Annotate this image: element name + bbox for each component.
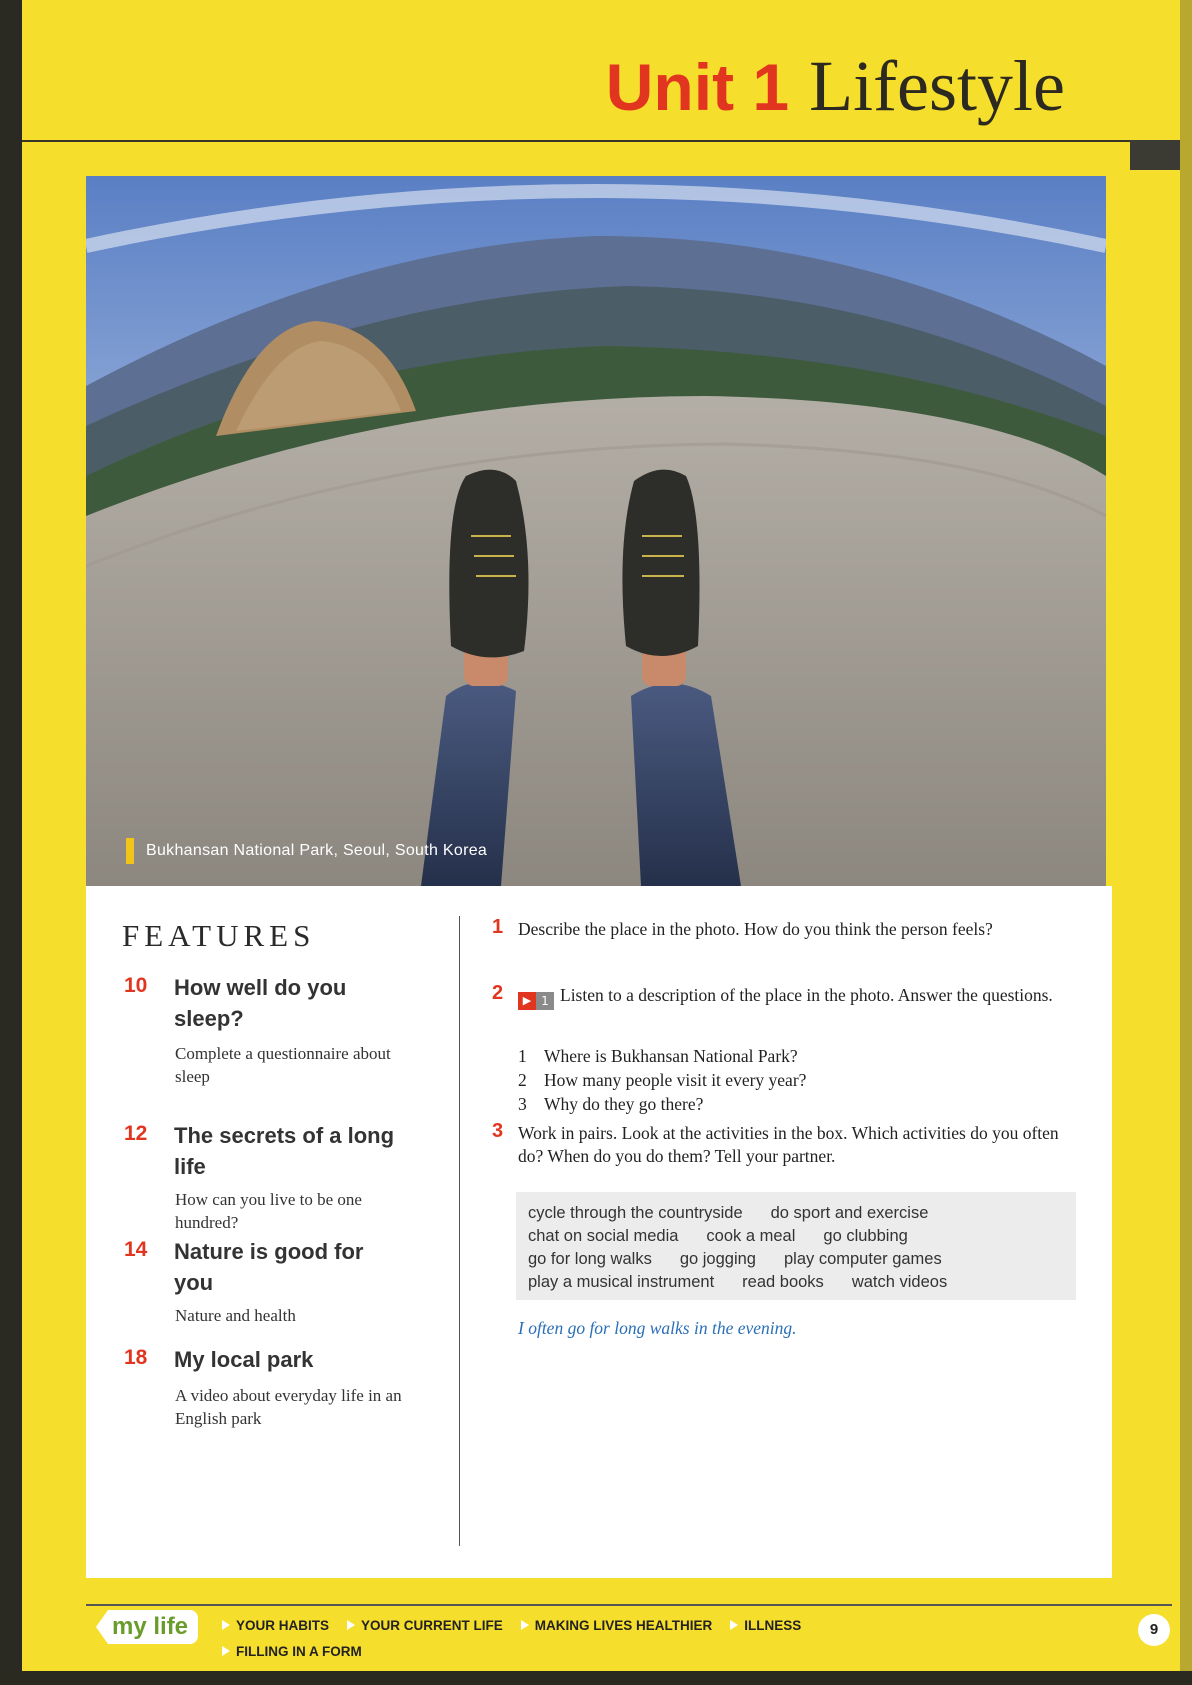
activity-item: watch videos: [851, 1273, 948, 1291]
question-number: 2: [518, 1070, 527, 1090]
book-spine-shadow: [0, 0, 22, 1685]
unit-name: Lifestyle: [809, 46, 1065, 126]
features-heading: FEATURES: [122, 918, 316, 953]
topic-item: [222, 1618, 329, 1633]
activity-item: go jogging: [679, 1250, 756, 1268]
exercise-2-text: Listen to a description of the place in the photo. Answer the questions.: [560, 985, 1053, 1005]
list-item: [518, 1068, 1058, 1092]
topic-row: [222, 1638, 801, 1664]
activity-item: chat on social media: [528, 1227, 679, 1245]
page-number: 9: [1138, 1614, 1170, 1646]
page-edge-right: [1180, 0, 1192, 1685]
topic-label: YOUR CURRENT LIFE: [361, 1617, 503, 1633]
question-text: How many people visit it every year?: [544, 1070, 807, 1090]
caption-marker: [126, 838, 134, 864]
exercise-2-instruction: [518, 984, 1078, 1010]
feature-page-number: 10: [124, 974, 148, 997]
exercise-1-instruction: Describe the place in the photo. How do you think the person feels?: [518, 919, 993, 939]
activity-item: play computer games: [783, 1250, 942, 1268]
page-edge-bottom: [0, 1671, 1192, 1685]
topic-label: ILLNESS: [744, 1617, 802, 1633]
topic-item: [521, 1618, 713, 1633]
play-icon: ▶: [518, 992, 536, 1010]
mountain-photo-illustration: [86, 176, 1106, 886]
activity-item: cook a meal: [706, 1227, 796, 1245]
footer-rule: [86, 1604, 1172, 1606]
activity-row: [528, 1248, 1064, 1271]
my-life-badge: [96, 1610, 198, 1644]
question-number: 1: [518, 1046, 527, 1066]
activity-item: play a musical instrument: [528, 1273, 715, 1291]
activity-item: go clubbing: [823, 1227, 908, 1245]
topic-item: [222, 1644, 362, 1659]
track-number: 1: [536, 992, 554, 1010]
feature-page-number: 14: [124, 1238, 148, 1261]
unit-number: Unit 1: [605, 50, 790, 124]
opening-photo: [86, 176, 1106, 886]
question-text: Where is Bukhansan National Park?: [544, 1046, 798, 1066]
exercise-3-instruction: Work in pairs. Look at the activities in the box. Which activities do you often do? When do you do them? Tell your partner.: [518, 1123, 1059, 1166]
unit-title: [605, 46, 1065, 126]
activity-item: go for long walks: [528, 1250, 652, 1268]
activity-item: read books: [742, 1273, 824, 1291]
triangle-bullet-icon: [222, 1620, 230, 1630]
list-item: [518, 1044, 1058, 1068]
feature-title: How well do you sleep?: [174, 975, 347, 1031]
exercise-number: 3: [492, 1120, 504, 1142]
feature-description: Nature and health: [175, 1306, 296, 1325]
topic-label: FILLING IN A FORM: [236, 1643, 362, 1659]
feature-page-number: 12: [124, 1122, 148, 1145]
question-text: Why do they go there?: [544, 1094, 704, 1114]
feature-description: How can you live to be one hundred?: [175, 1190, 362, 1232]
footer: [86, 1592, 1182, 1672]
feature-title: The secrets of a long life: [174, 1123, 395, 1179]
triangle-bullet-icon: [347, 1620, 355, 1630]
triangle-bullet-icon: [521, 1620, 529, 1630]
topic-item: [730, 1618, 801, 1633]
feature-title: My local park: [174, 1347, 314, 1372]
unit-header: [22, 0, 1180, 140]
list-item: [518, 1092, 1058, 1116]
content-panel: [86, 886, 1112, 1578]
caption-text: Bukhansan National Park, Seoul, South Korea: [146, 842, 488, 859]
question-number: 3: [518, 1094, 527, 1114]
feature-description: Complete a questionnaire about sleep: [175, 1044, 391, 1086]
header-dark-tab: [1130, 140, 1180, 170]
header-rule: [22, 140, 1180, 142]
topic-label: MAKING LIVES HEALTHIER: [534, 1617, 713, 1633]
example-sentence: I often go for long walks in the evening.: [518, 1318, 797, 1338]
feature-description: A video about everyday life in an English park: [175, 1386, 402, 1428]
activity-item: cycle through the countryside: [528, 1204, 743, 1222]
my-life-topics: [222, 1612, 801, 1664]
activity-row: [528, 1225, 1064, 1248]
triangle-bullet-icon: [222, 1646, 230, 1656]
audio-track-button[interactable]: [518, 992, 554, 1010]
column-divider: [459, 916, 460, 1546]
triangle-bullet-icon: [730, 1620, 738, 1630]
photo-caption: [126, 838, 487, 864]
feature-title: Nature is good for you: [174, 1239, 364, 1295]
activity-item: do sport and exercise: [770, 1204, 929, 1222]
badge-arrow-icon: [96, 1610, 108, 1644]
feature-page-number: 18: [124, 1346, 148, 1369]
topic-row: [222, 1612, 801, 1638]
exercise-number: 2: [492, 982, 504, 1004]
topic-label: YOUR HABITS: [236, 1617, 330, 1633]
activity-box: [516, 1192, 1076, 1300]
activity-row: [528, 1271, 1064, 1294]
exercise-number: 1: [492, 916, 504, 938]
activity-row: [528, 1202, 1064, 1225]
my-life-label: my life: [108, 1610, 198, 1644]
question-list: [518, 1044, 1058, 1116]
topic-item: [347, 1618, 503, 1633]
